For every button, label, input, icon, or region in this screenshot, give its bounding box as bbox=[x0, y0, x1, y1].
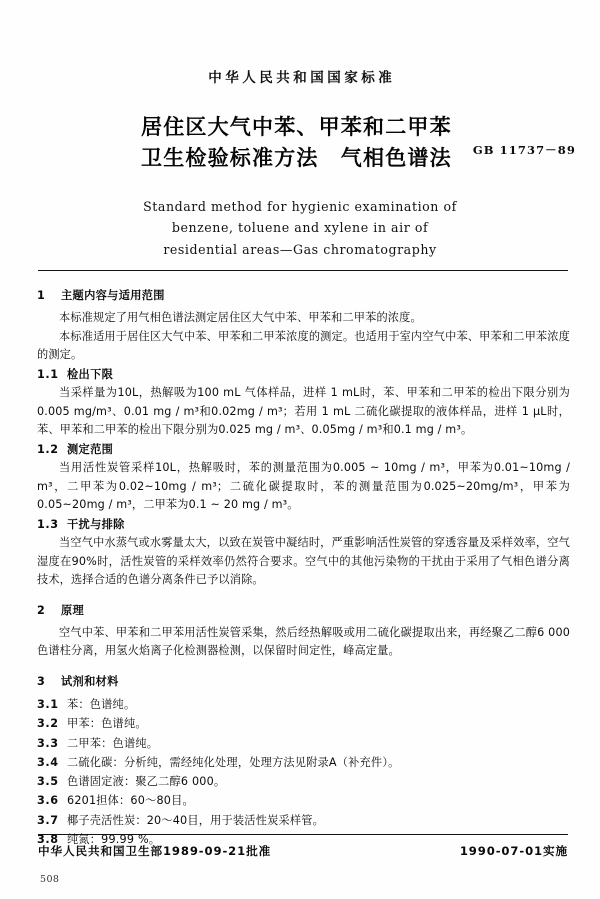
reagent-item bbox=[37, 772, 570, 791]
section-number-1-3: 1.3 bbox=[37, 517, 59, 531]
reagent-text: 纯氮：99.99 %。 bbox=[67, 833, 161, 847]
page-title-line-1: 居住区大气中苯、甲苯和二甲苯 bbox=[141, 115, 452, 139]
reagent-number: 3.4 bbox=[37, 755, 59, 769]
spacer bbox=[37, 661, 570, 670]
section-heading-1-2 bbox=[37, 441, 570, 459]
section-number-3: 3 bbox=[37, 675, 46, 689]
page-title-line-2: 卫生检验标准方法 气相色谱法 bbox=[141, 145, 452, 170]
reagent-text: 二硫化碳：分析纯，需经纯化处理，处理方法见附录A（补充件）。 bbox=[67, 755, 400, 769]
section-heading-1-1 bbox=[37, 366, 570, 384]
english-title-line-3: residential areas—Gas chromatography bbox=[163, 242, 437, 258]
reagent-item bbox=[37, 791, 570, 810]
english-title bbox=[90, 196, 510, 261]
footer-divider bbox=[38, 834, 568, 835]
section-1-3-paragraph: 当空气中水蒸气或水雾量太大，以致在炭管中凝结时，严重影响活性炭管的穿透容量及采样效率，空气湿度在90%时，活性炭管的采样效率仍然符合要求。空气中的其他污染物的干扰由于采用了气相色谱分离技术，选择合适的色谱分离条件已予以消除。 bbox=[37, 535, 570, 587]
approval-statement: 中华人民共和国卫生部1989-09-21批准 bbox=[38, 844, 272, 858]
main-title-wrap bbox=[0, 112, 600, 174]
header-divider bbox=[38, 270, 568, 271]
section-1-1-paragraph: 当采样量为10L，热解吸为100 mL 气体样品，进样 1 mL时，苯、甲苯和二甲苯的检出下限分别为0.005 mg/m³、0.01 mg / m³和0.02mg / m³；若用 1 mL 二硫化碳提取的液体样品，进样 1 μL时，苯、甲苯和二甲苯的检出下限分别为0.025 mg / m³、0.05mg / m³和0.1 mg / m³。 bbox=[37, 386, 570, 437]
reagent-text: 苯：色谱纯。 bbox=[67, 698, 136, 712]
title-block bbox=[0, 66, 600, 261]
section-1-2-paragraph: 当用活性炭管采样10L，热解吸时，苯的测量范围为0.005 ~ 10mg / m³，甲苯为0.01~10mg / m³，二甲苯为0.02~10mg / m³；二硫化碳提取时，苯的测量范围为0.025~20mg/m³，甲苯为0.05~20mg / m³，二甲苯为0.1 ~ 20 mg / m³。 bbox=[37, 460, 570, 512]
section-heading-1-3 bbox=[37, 516, 570, 534]
section-title-2: 原理 bbox=[61, 603, 85, 617]
issuing-organization: 中华人民共和国国家标准 bbox=[208, 70, 396, 86]
section-number-1-2: 1.2 bbox=[37, 442, 59, 456]
reagent-text: 二甲苯：色谱纯。 bbox=[67, 736, 159, 750]
english-title-line-2: benzene, toluene and xylene in air of bbox=[171, 220, 429, 236]
document-body bbox=[37, 284, 570, 849]
section-number-1: 1 bbox=[37, 289, 46, 302]
reagent-number: 3.3 bbox=[37, 736, 59, 750]
reagent-item bbox=[37, 714, 570, 733]
reagent-number: 3.7 bbox=[37, 813, 59, 827]
section-title-1: 主题内容与适用范围 bbox=[61, 289, 165, 302]
reagent-number: 3.8 bbox=[37, 833, 59, 847]
reagent-text: 甲苯：色谱纯。 bbox=[67, 717, 147, 731]
reagent-number: 3.2 bbox=[37, 717, 59, 731]
reagent-text: 色谱固定液：聚乙二醇6 000。 bbox=[67, 775, 226, 789]
reagent-item bbox=[37, 734, 570, 753]
reagent-text: 6201担体：60～80目。 bbox=[67, 794, 194, 808]
reagent-item bbox=[37, 753, 570, 772]
reagent-number: 3.5 bbox=[37, 775, 59, 789]
page-title bbox=[129, 112, 471, 174]
implementation-date: 1990-07-01实施 bbox=[459, 844, 568, 858]
section-heading-2 bbox=[37, 602, 570, 620]
standard-number: GB 11737－89 bbox=[472, 143, 576, 157]
section-1-paragraph-2: 本标准适用于居住区大气中苯、甲苯和二甲苯浓度的测定。也适用于室内空气中苯、甲苯和二甲苯浓度的测定。 bbox=[37, 329, 570, 362]
section-title-1-1: 检出下限 bbox=[67, 367, 114, 381]
section-heading-1 bbox=[37, 287, 570, 305]
section-number-2: 2 bbox=[37, 603, 46, 617]
reagent-number: 3.1 bbox=[37, 698, 59, 712]
section-number-1-1: 1.1 bbox=[37, 367, 59, 381]
spacer bbox=[37, 590, 570, 599]
section-title-3: 试剂和材料 bbox=[61, 675, 119, 689]
page-number: 508 bbox=[40, 874, 60, 885]
reagent-number: 3.6 bbox=[37, 794, 59, 808]
section-heading-3 bbox=[37, 673, 570, 691]
english-title-line-1: Standard method for hygienic examination of bbox=[143, 198, 457, 214]
reagent-text: 椰子壳活性炭：20～40目，用于装活性炭采样管。 bbox=[67, 813, 325, 827]
section-title-1-2: 测定范围 bbox=[67, 442, 114, 456]
section-2-paragraph: 空气中苯、甲苯和二甲苯用活性炭管采集，然后经热解吸或用二硫化碳提取出来，再经聚乙二醇6 000色谱柱分离，用氢火焰离子化检测器检测，以保留时间定性，峰高定量。 bbox=[37, 625, 570, 658]
footer bbox=[38, 843, 568, 859]
section-title-1-3: 干扰与排除 bbox=[67, 517, 125, 531]
reagent-item bbox=[37, 811, 570, 830]
reagent-item bbox=[37, 695, 570, 714]
section-1-paragraph-1: 本标准规定了用气相色谱法测定居住区大气中苯、甲苯和二甲苯的浓度。 bbox=[59, 311, 422, 325]
